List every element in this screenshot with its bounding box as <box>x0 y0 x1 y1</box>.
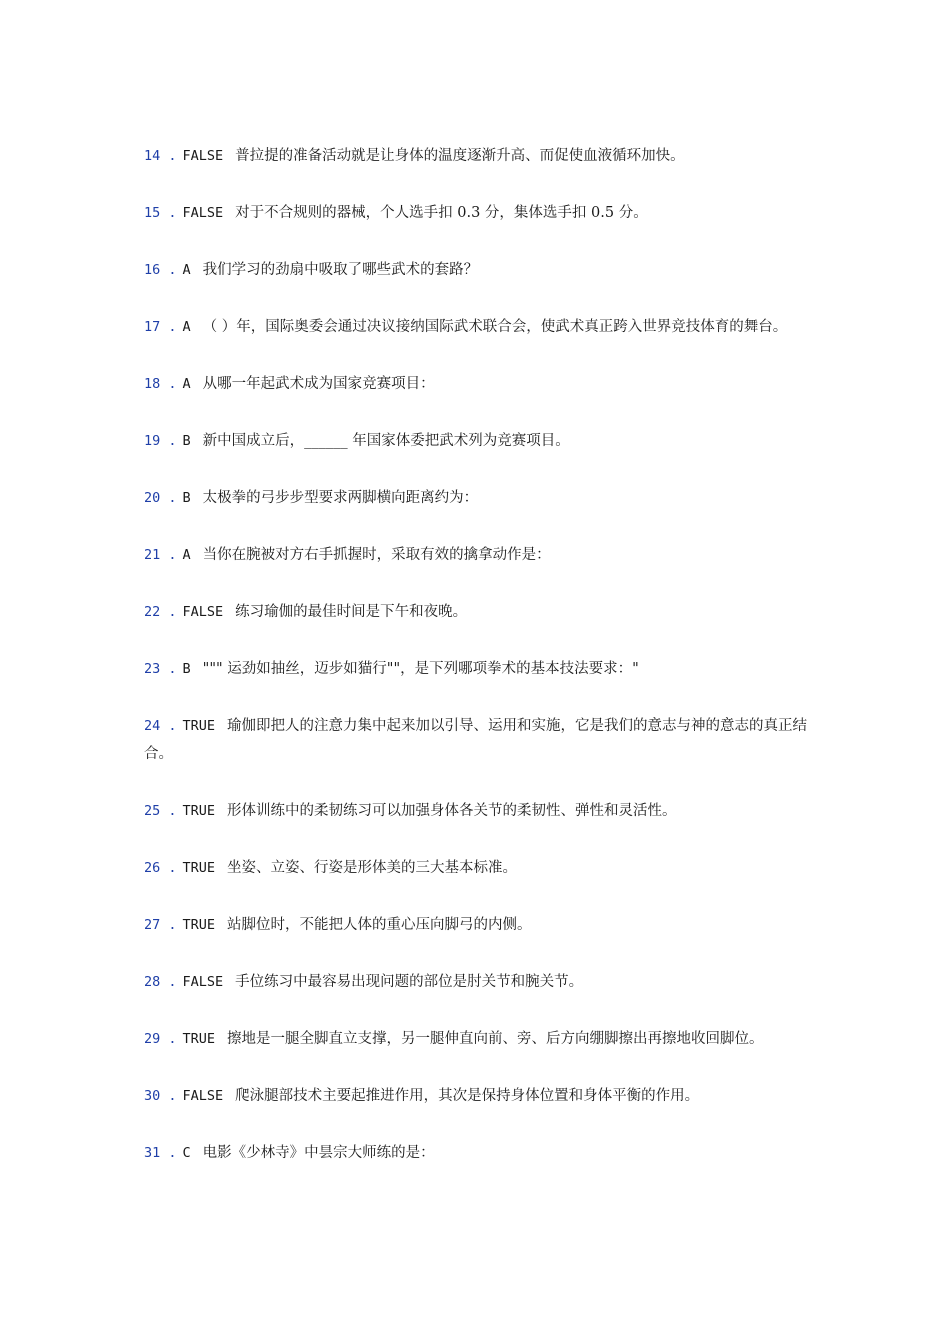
question-text: 对于不合规则的器械，个人选手扣 0.3 分，集体选手扣 0.5 分。 <box>235 205 648 221</box>
question-item <box>144 313 812 341</box>
question-item <box>144 256 812 284</box>
question-number: 14 . <box>144 148 177 164</box>
answer-key: TRUE <box>182 803 216 819</box>
question-text: 新中国成立后，______ 年国家体委把武术列为竞赛项目。 <box>202 433 570 449</box>
question-item <box>144 1082 812 1110</box>
question-number: 27 . <box>144 917 177 933</box>
question-text: 练习瑜伽的最佳时间是下午和夜晚。 <box>235 604 468 620</box>
question-item <box>144 484 812 512</box>
question-list <box>144 142 812 1196</box>
answer-key: B <box>182 490 191 506</box>
question-text: 站脚位时，不能把人体的重心压向脚弓的内侧。 <box>227 917 532 933</box>
question-number: 23 . <box>144 661 177 677</box>
question-item <box>144 142 812 170</box>
question-text: 手位练习中最容易出现问题的部位是肘关节和腕关节。 <box>235 974 584 990</box>
answer-key: A <box>182 262 191 278</box>
question-number: 30 . <box>144 1088 177 1104</box>
question-text: 坐姿、立姿、行姿是形体美的三大基本标准。 <box>227 860 518 876</box>
answer-key: TRUE <box>182 1031 216 1047</box>
question-item <box>144 712 812 768</box>
question-text: 太极拳的弓步步型要求两脚横向距离约为： <box>202 490 479 506</box>
question-text: 我们学习的劲扇中吸取了哪些武术的套路？ <box>202 262 479 278</box>
answer-key: B <box>182 661 191 677</box>
answer-key: A <box>182 319 191 335</box>
question-number: 15 . <box>144 205 177 221</box>
answer-key: TRUE <box>182 718 216 734</box>
question-item <box>144 1025 812 1053</box>
question-text: 瑜伽即把人的注意力集中起来加以引导、运用和实施，它是我们的意志与神的意志的真正结合。 <box>144 718 808 762</box>
question-item <box>144 968 812 996</box>
answer-key: A <box>182 547 191 563</box>
question-item <box>144 655 812 683</box>
question-number: 18 . <box>144 376 177 392</box>
question-item <box>144 854 812 882</box>
question-item <box>144 797 812 825</box>
answer-key: B <box>182 433 191 449</box>
answer-key: FALSE <box>182 148 224 164</box>
question-item <box>144 541 812 569</box>
question-item <box>144 598 812 626</box>
question-text: """ 运劲如抽丝，迈步如猫行""，是下列哪项拳术的基本技法要求：" <box>202 661 639 677</box>
question-number: 28 . <box>144 974 177 990</box>
answer-key: A <box>182 376 191 392</box>
question-number: 17 . <box>144 319 177 335</box>
question-text: 从哪一年起武术成为国家竞赛项目： <box>202 376 435 392</box>
question-number: 26 . <box>144 860 177 876</box>
question-text: 爬泳腿部技术主要起推进作用，其次是保持身体位置和身体平衡的作用。 <box>235 1088 700 1104</box>
question-text: 擦地是一腿全脚直立支撑，另一腿伸直向前、旁、后方向绷脚擦出再擦地收回脚位。 <box>227 1031 764 1047</box>
answer-key: TRUE <box>182 860 216 876</box>
question-text: 电影《少林寺》中昙宗大师练的是： <box>202 1145 435 1161</box>
question-item <box>144 1139 812 1167</box>
answer-key: C <box>182 1145 191 1161</box>
question-number: 20 . <box>144 490 177 506</box>
question-text: 形体训练中的柔韧练习可以加强身体各关节的柔韧性、弹性和灵活性。 <box>227 803 677 819</box>
question-number: 22 . <box>144 604 177 620</box>
answer-key: FALSE <box>182 205 224 221</box>
question-text: 当你在腕被对方右手抓握时，采取有效的擒拿动作是： <box>202 547 551 563</box>
question-text: 普拉提的准备活动就是让身体的温度逐渐升高、而促使血液循环加快。 <box>235 148 685 164</box>
question-item <box>144 199 812 227</box>
question-number: 25 . <box>144 803 177 819</box>
answer-key: FALSE <box>182 604 224 620</box>
question-number: 19 . <box>144 433 177 449</box>
answer-key: TRUE <box>182 917 216 933</box>
question-number: 24 . <box>144 718 177 734</box>
question-item <box>144 370 812 398</box>
question-text: （ ）年，国际奥委会通过决议接纳国际武术联合会，使武术真正跨入世界竞技体育的舞台。 <box>202 319 788 335</box>
question-item <box>144 427 812 455</box>
answer-key: FALSE <box>182 974 224 990</box>
question-item <box>144 911 812 939</box>
question-number: 31 . <box>144 1145 177 1161</box>
answer-key: FALSE <box>182 1088 224 1104</box>
question-number: 21 . <box>144 547 177 563</box>
question-number: 29 . <box>144 1031 177 1047</box>
question-number: 16 . <box>144 262 177 278</box>
